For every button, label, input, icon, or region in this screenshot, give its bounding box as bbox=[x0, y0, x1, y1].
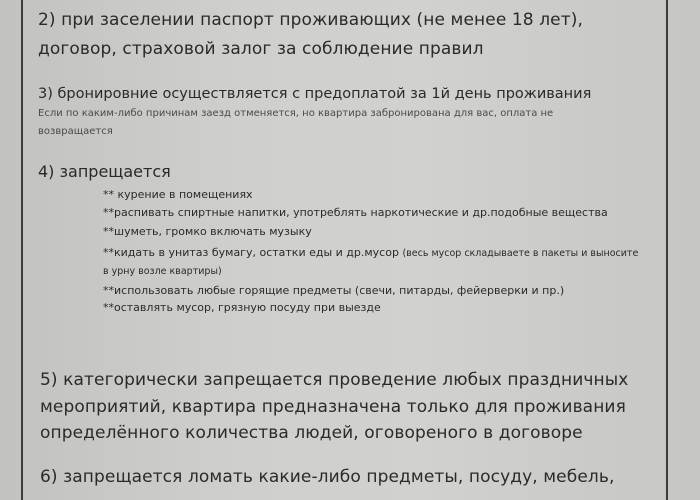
list-item bbox=[103, 284, 564, 297]
rule-6-line-1: 6) запрещается ломать какие-либо предметы, посуду, мебель, bbox=[40, 467, 615, 487]
bullet-stars: ** bbox=[103, 246, 114, 259]
bullet-stars: ** bbox=[103, 301, 114, 314]
page-border-right bbox=[666, 0, 668, 500]
rule-2-line-1: 2) при заселении паспорт проживающих (не менее 18 лет), bbox=[38, 10, 583, 30]
bullet-stars: ** bbox=[103, 225, 114, 238]
list-item-text: использовать любые горящие предметы (свечи, питарды, фейерверки и пр.) bbox=[114, 284, 565, 297]
rule-4-title: 4) запрещается bbox=[38, 162, 171, 181]
rule-3-note-line-1: Если по каким-либо причинам заезд отменяется, но квартира забронирована для вас, оплата не bbox=[38, 108, 554, 119]
bullet-stars: ** bbox=[103, 284, 114, 297]
rule-5-line-1: 5) категорически запрещается проведение любых праздничных bbox=[40, 370, 629, 390]
rule-2-line-2: договор, страховой залог за соблюдение правил bbox=[38, 39, 484, 59]
bullet-stars: ** bbox=[103, 206, 114, 219]
list-item-text: оставлять мусор, грязную посуду при выезде bbox=[114, 301, 381, 314]
page-border-left bbox=[21, 0, 23, 500]
bullet-stars: ** bbox=[103, 188, 114, 201]
list-item-text: шуметь, громко включать музыку bbox=[114, 225, 312, 238]
list-item-text: распивать спиртные напитки, употреблять наркотические и др.подобные вещества bbox=[114, 206, 608, 219]
list-item bbox=[103, 206, 608, 219]
rule-3-title: 3) бронировние осуществляется с предоплатой за 1й день проживания bbox=[38, 86, 592, 102]
list-item bbox=[103, 188, 253, 201]
list-item-text: в урну возле квартиры) bbox=[103, 266, 222, 277]
list-item bbox=[103, 246, 638, 259]
list-item bbox=[103, 301, 381, 314]
list-item-text: курение в помещениях bbox=[114, 188, 253, 201]
list-item-text: кидать в унитаз бумагу, остатки еды и др.мусор bbox=[114, 246, 403, 259]
list-item-continuation bbox=[103, 266, 222, 277]
rule-5-line-3: определённого количества людей, оговореного в договоре bbox=[40, 423, 583, 443]
list-item bbox=[103, 225, 312, 238]
list-item-note: (весь мусор складываете в пакеты и выносите bbox=[402, 248, 639, 259]
rule-5-line-2: мероприятий, квартира предназначена только для проживания bbox=[40, 397, 626, 417]
rule-3-note-line-2: возвращается bbox=[38, 126, 113, 137]
